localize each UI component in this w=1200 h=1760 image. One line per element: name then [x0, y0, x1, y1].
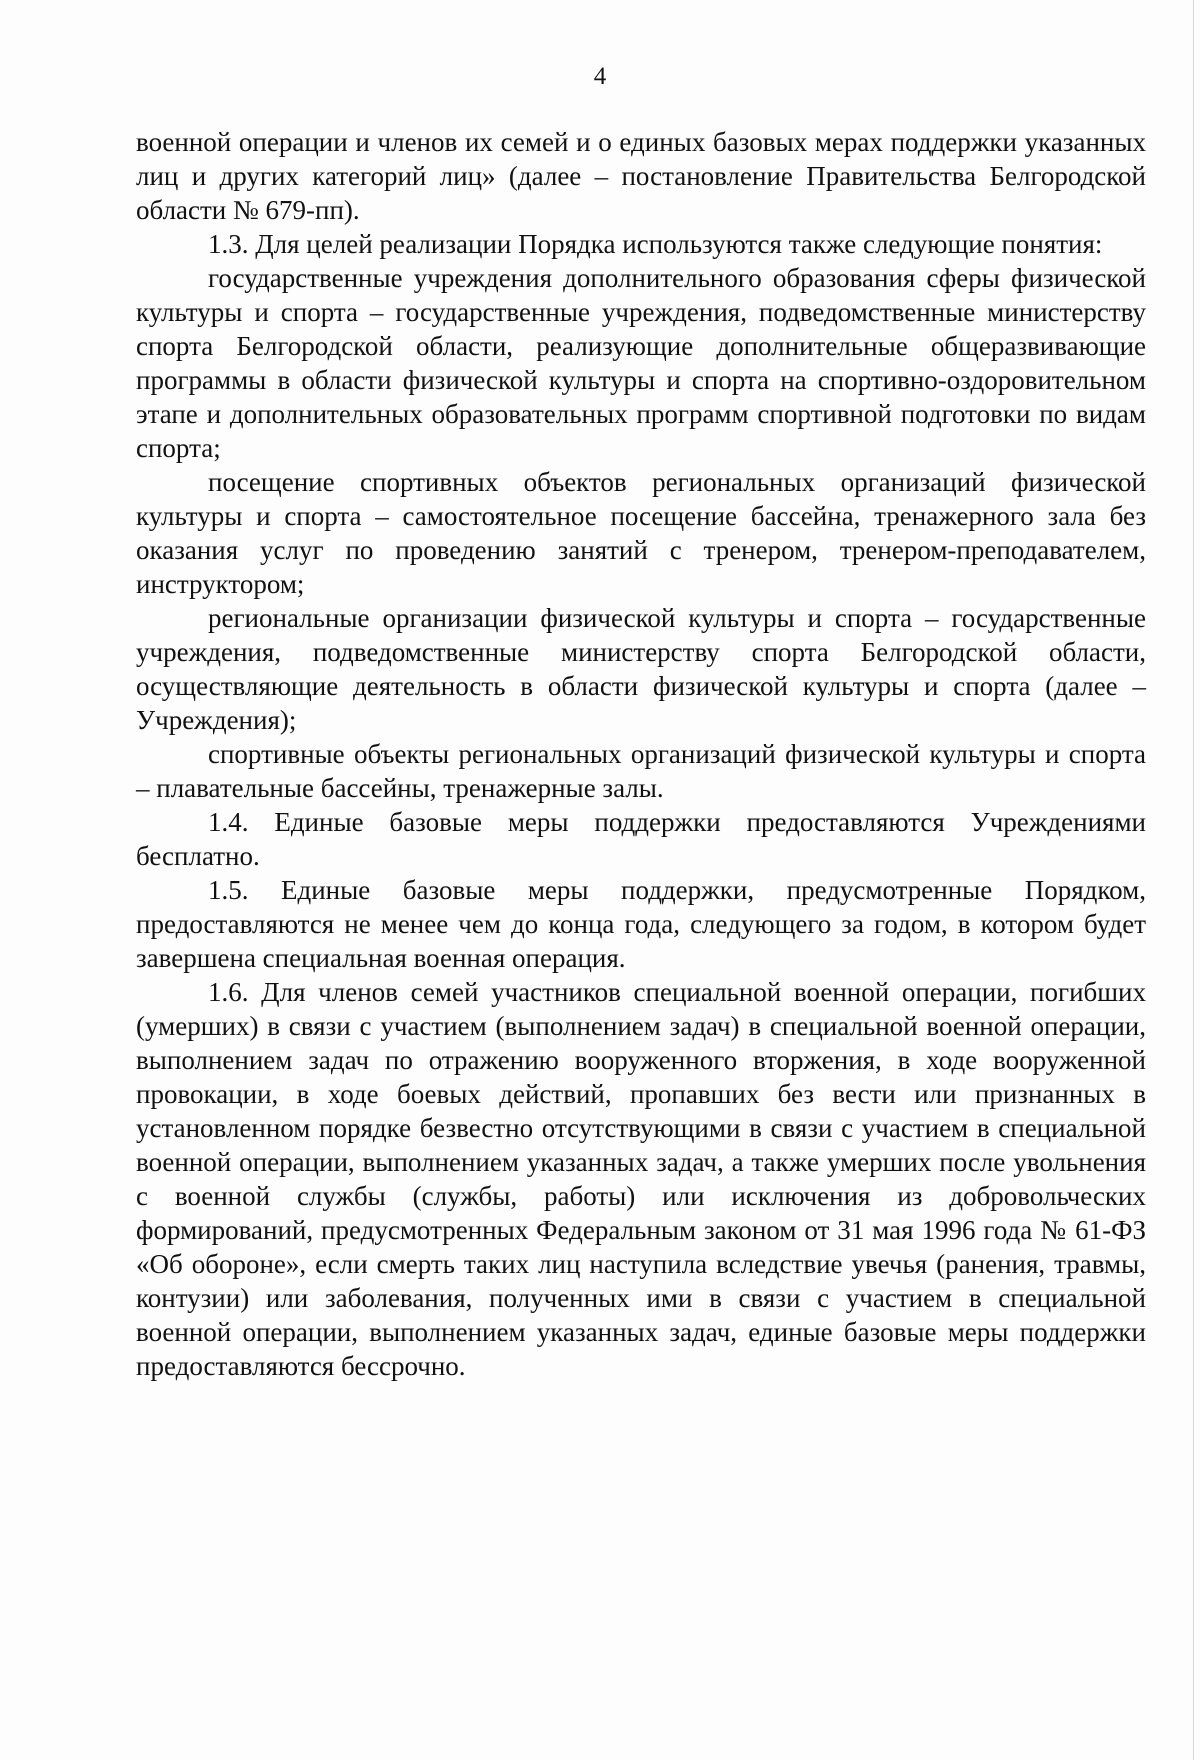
page-number: 4 [593, 63, 607, 90]
paragraph-definition-sports-facilities: спортивные объекты региональных организаций физической культуры и спорта – плавательные бассейны, тренажерные залы. [136, 739, 1146, 803]
paragraph-1-4: 1.4. Единые базовые меры поддержки предоставляются Учреждениями бесплатно. [136, 807, 1146, 871]
paragraph-1-3: 1.3. Для целей реализации Порядка используются также следующие понятия: [208, 229, 1103, 259]
paragraph-continuation: военной операции и членов их семей и о единых базовых мерах поддержки указанных лиц и других категорий лиц» (далее – постановление Правительства Белгородской области № 679-пп). [136, 127, 1146, 225]
paragraph-1-5: 1.5. Единые базовые меры поддержки, предусмотренные Порядком, предоставляются не менее чем до конца года, следующего за годом, в котором будет завершена специальная военная операция. [136, 875, 1146, 973]
paragraph-definition-additional-education: государственные учреждения дополнительного образования сферы физической культуры и спорта – государственные учреждения, подведомственные министерству спорта Белгородской области, реализующие дополнительные общеразвивающие программы в области физической культуры и спорта на спортивно-оздоровительном этапе и дополнительных образовательных программ спортивной подготовки по видам спорта; [136, 263, 1146, 463]
document-body [136, 125, 1146, 1383]
paragraph-definition-regional-organizations: региональные организации физической культуры и спорта – государственные учреждения, подведомственные министерству спорта Белгородской области, осуществляющие деятельность в области физической культуры и спорта (далее – Учреждения); [136, 603, 1146, 735]
scan-edge-line [1193, 0, 1194, 1760]
paragraph-1-6: 1.6. Для членов семей участников специальной военной операции, погибших (умерших) в связи с участием (выполнением задач) в специальной военной операции, выполнением задач по отражению вооруженного вторжения, в ходе вооруженной провокации, в ходе боевых действий, пропавших без вести или признанных в установленном порядке безвестно отсутствующими в связи с участием в специальной военной операции, выполнением указанных задач, а также умерших после увольнения с военной службы (службы, работы) или исключения из добровольческих формирований, предусмотренных Федеральным законом от 31 мая 1996 года № 61-ФЗ «Об обороне», если смерть таких лиц наступила вследствие увечья (ранения, травмы, контузии) или заболевания, полученных ими в связи с участием в специальной военной операции, выполнением указанных задач, единые базовые меры поддержки предоставляются бессрочно. [136, 977, 1146, 1381]
paragraph-definition-visiting-sports-facilities: посещение спортивных объектов региональных организаций физической культуры и спорта – самостоятельное посещение бассейна, тренажерного зала без оказания услуг по проведению занятий с тренером, тренером-преподавателем, инструктором; [136, 467, 1146, 599]
